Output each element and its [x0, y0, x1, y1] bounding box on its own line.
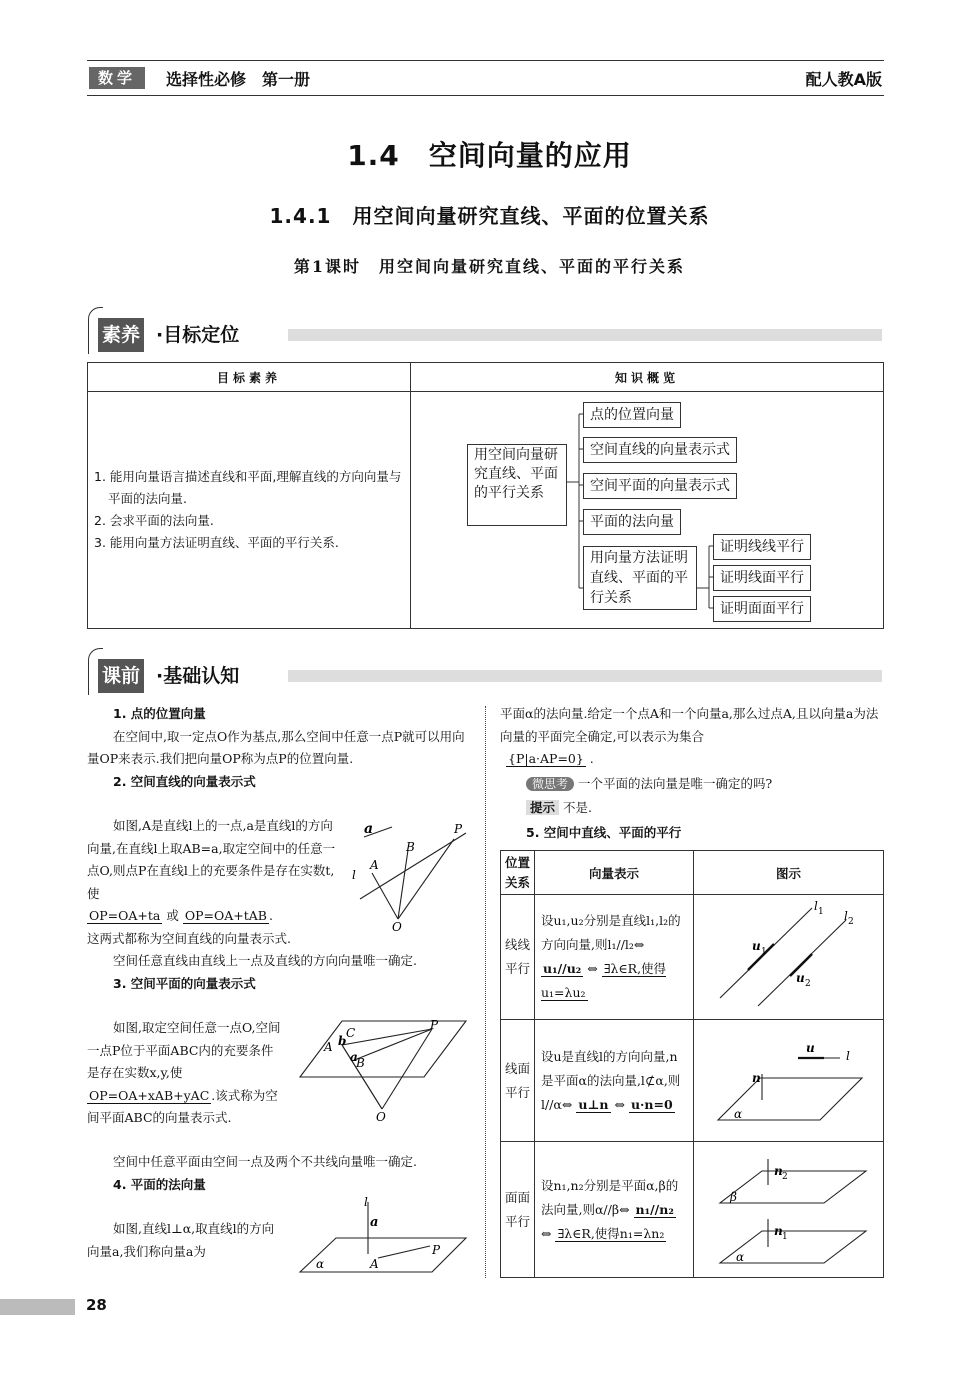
svg-text:B: B [356, 1056, 365, 1070]
s1-paragraph: 在空间中,取一定点O作为基点,那么空间中任意一点P就可以用向量OP来表示.我们把向量OP称为点P的位置向量. [87, 728, 465, 766]
s4-paragraph: 如图,直线l⊥α,取直线l的方向向量a,我们称向量a为 [87, 1221, 275, 1259]
svg-text:l: l [352, 868, 356, 882]
svg-text:n: n [752, 1071, 761, 1085]
think-tag: 微思考 [526, 777, 574, 791]
section2-tag: 课前 [98, 659, 144, 693]
s3-paragraph: 如图,取定空间任意一点O,空间一点P位于平面ABC内的充要条件是存在实数x,y,使 [87, 1020, 281, 1080]
chapter-title: 1.4 空间向量的应用 [347, 139, 632, 172]
line-plane-parallel-diagram [694, 1020, 882, 1138]
svg-text:2: 2 [782, 1172, 788, 1182]
svg-text:1: 1 [818, 906, 824, 917]
row-text: 设u是直线l的方向向量,n是平面α的法向量,l⊄α,则l//α⇔ [541, 1048, 681, 1112]
svg-text:l: l [844, 908, 848, 923]
s2-or: 或 [166, 908, 179, 923]
goal-item: 2. 会求平面的法向量. [94, 513, 214, 528]
s2-paragraph: 如图,A是直线l上的一点,a是直线l的方向向量,在直线l上取AB=a,取定空间中的任意一点O,则点P在直线l上的充要条件是存在实数t,使 [87, 818, 336, 901]
s2-note: 这两式都称为空间直线的向量表示式. [87, 930, 291, 946]
svg-text:P: P [430, 1018, 439, 1032]
svg-text:P: P [454, 822, 463, 836]
svg-text:A: A [370, 858, 379, 872]
row-iff: ⇔ [541, 1225, 552, 1241]
row-vector [535, 895, 694, 1020]
header-bottom-rule [87, 95, 884, 96]
s2-formula-2: OP=OA+tAB [184, 908, 267, 923]
row-answer-2: u·n=0 [630, 1096, 673, 1112]
line-diagram [346, 815, 476, 935]
row-answer-2: ∃λ∈R,使得u₁=λu₂ [541, 961, 667, 1000]
mindmap-branch: 空间平面的向量表示式 [583, 473, 737, 499]
normal-vector-diagram [296, 1196, 472, 1276]
svg-text:u: u [752, 938, 761, 953]
svg-text:n: n [774, 1164, 783, 1178]
section2-bar [288, 670, 882, 682]
mindmap-leaf: 证明线线平行 [713, 534, 811, 560]
goal-head-right: 知识概览 [411, 363, 884, 392]
row-iff: ⇔ [614, 1096, 625, 1112]
mindmap-leaf: 证明线面平行 [713, 565, 811, 591]
svg-text:l: l [364, 1196, 368, 1209]
normal-set: {P|a·AP=0} [508, 751, 584, 766]
svg-text:l: l [814, 898, 818, 913]
row-figure [694, 895, 884, 1020]
svg-text:n: n [774, 1224, 783, 1238]
table-row [501, 1020, 884, 1142]
row-answer-2: ∃λ∈R,使得n₁=λn₂ [557, 1225, 665, 1241]
s2-title: 2. 空间直线的向量表示式 [113, 773, 256, 789]
svg-text:l: l [846, 1049, 850, 1063]
row-relation: 面面平行 [501, 1142, 535, 1278]
row-vector [535, 1142, 694, 1278]
svg-text:b: b [338, 1034, 347, 1048]
svg-text:a: a [364, 821, 374, 837]
svg-text:1: 1 [782, 1232, 788, 1242]
table-row [501, 895, 884, 1020]
subject-badge: 数学 [89, 67, 145, 89]
s4-title: 4. 平面的法向量 [113, 1176, 206, 1192]
s2-formula-1: OP=OA+ta [89, 908, 161, 923]
s3-title: 3. 空间平面的向量表示式 [113, 975, 256, 991]
row-answer-1: u⊥n [578, 1096, 609, 1112]
th-vector: 向量表示 [535, 851, 694, 895]
s5-title: 5. 空间中直线、平面的平行 [526, 824, 682, 840]
hint-tag: 提示 [526, 800, 559, 815]
lesson-title: 第1课时 用空间向量研究直线、平面的平行关系 [293, 257, 686, 276]
row-text: 设n₁,n₂分别是平面α,β的法向量,则α//β⇔ [541, 1177, 679, 1217]
book-title: 选择性必修 第一册 [166, 70, 311, 89]
svg-text:P: P [432, 1243, 441, 1257]
row-iff: ⇔ [587, 961, 598, 976]
svg-text:2: 2 [848, 916, 854, 927]
plane-diagram [296, 1015, 472, 1125]
svg-text:α: α [736, 1250, 745, 1264]
svg-text:A: A [370, 1257, 379, 1271]
svg-text:O: O [392, 920, 402, 934]
goal-items-cell [88, 392, 411, 629]
mindmap-leaf: 证明面面平行 [713, 596, 811, 622]
goal-item: 1. 能用向量语言描述直线和平面,理解直线的方向向量与平面的法向量. [94, 469, 402, 506]
s1-title: 1. 点的位置向量 [113, 706, 206, 721]
s2-uniqueness: 空间任意直线由直线上一点及直线的方向向量唯一确定. [113, 953, 417, 968]
svg-text:α: α [734, 1107, 743, 1121]
page-number: 28 [86, 1296, 107, 1314]
goal-head-left: 目标素养 [88, 363, 411, 392]
mindmap-branch: 平面的法向量 [583, 509, 681, 535]
mindmap-root: 用空间向量研究直线、平面的平行关系 [467, 444, 567, 526]
section1-tag: 素养 [98, 318, 144, 352]
lines-parallel-diagram [694, 896, 882, 1016]
svg-text:u: u [806, 1041, 815, 1055]
svg-text:2: 2 [805, 978, 811, 989]
svg-text:α: α [316, 1257, 325, 1271]
row-relation: 线面平行 [501, 1020, 535, 1142]
svg-text:B: B [406, 840, 415, 854]
svg-text:A: A [324, 1040, 333, 1054]
svg-text:β: β [730, 1190, 737, 1204]
normal-paragraph: 平面α的法向量.给定一个点A和一个向量a,那么过点A,且以向量a为法向量的平面完全确定,可以表示为集合 [500, 706, 879, 744]
svg-text:a: a [370, 1215, 379, 1230]
s3-formula: OP=OA+xAB+yAC [89, 1087, 210, 1103]
goal-item: 3. 能用向量方法证明直线、平面的平行关系. [94, 535, 339, 550]
s3-paragraph-end: .该式称为空间平面ABC的向量表示式. [87, 1087, 278, 1125]
svg-text:u: u [796, 970, 805, 985]
row-vector [535, 1020, 694, 1142]
s3-formula-line [87, 1085, 285, 1130]
row-relation: 线线平行 [501, 895, 535, 1020]
mindmap-cell [411, 392, 884, 629]
planes-parallel-diagram [694, 1143, 882, 1273]
th-relation: 位置关系 [501, 851, 535, 895]
goal-table [87, 362, 884, 629]
section1-title: ·目标定位 [156, 324, 240, 346]
row-figure [694, 1142, 884, 1278]
row-figure [694, 1020, 884, 1142]
footer-bar [0, 1299, 75, 1315]
mindmap-branch: 用向量方法证明直线、平面的平行关系 [583, 546, 697, 610]
s2-formula-line: OP=OA+ta 或 OP=OA+tAB . [89, 908, 273, 923]
section-title: 1.4.1 用空间向量研究直线、平面的位置关系 [269, 204, 710, 228]
row-answer-1: u₁//u₂ [543, 961, 582, 976]
th-figure: 图示 [694, 851, 884, 895]
svg-text:1: 1 [761, 946, 767, 957]
svg-text:C: C [346, 1026, 356, 1040]
edition-label: 配人教A版 [805, 70, 882, 89]
row-answer-1: n₁//n₂ [635, 1201, 674, 1217]
parallel-table [500, 850, 884, 1278]
mindmap-branch: 空间直线的向量表示式 [583, 437, 737, 463]
header-top-rule [87, 60, 884, 61]
hint-answer: 不是. [563, 800, 592, 815]
svg-text:O: O [376, 1110, 386, 1124]
section2-title: ·基础认知 [156, 665, 240, 687]
think-question: 一个平面的法向量是唯一确定的吗? [578, 775, 773, 791]
row-text: 设u₁,u₂分别是直线l₁,l₂的方向向量,则l₁//l₂⇔ [541, 913, 681, 952]
section1-bar [288, 329, 882, 341]
column-divider [485, 706, 486, 1278]
table-row [501, 1142, 884, 1278]
s3-uniqueness: 空间中任意平面由空间一点及两个不共线向量唯一确定. [113, 1154, 417, 1169]
mindmap-branch: 点的位置向量 [583, 402, 681, 428]
svg-text:a: a [350, 1050, 358, 1064]
